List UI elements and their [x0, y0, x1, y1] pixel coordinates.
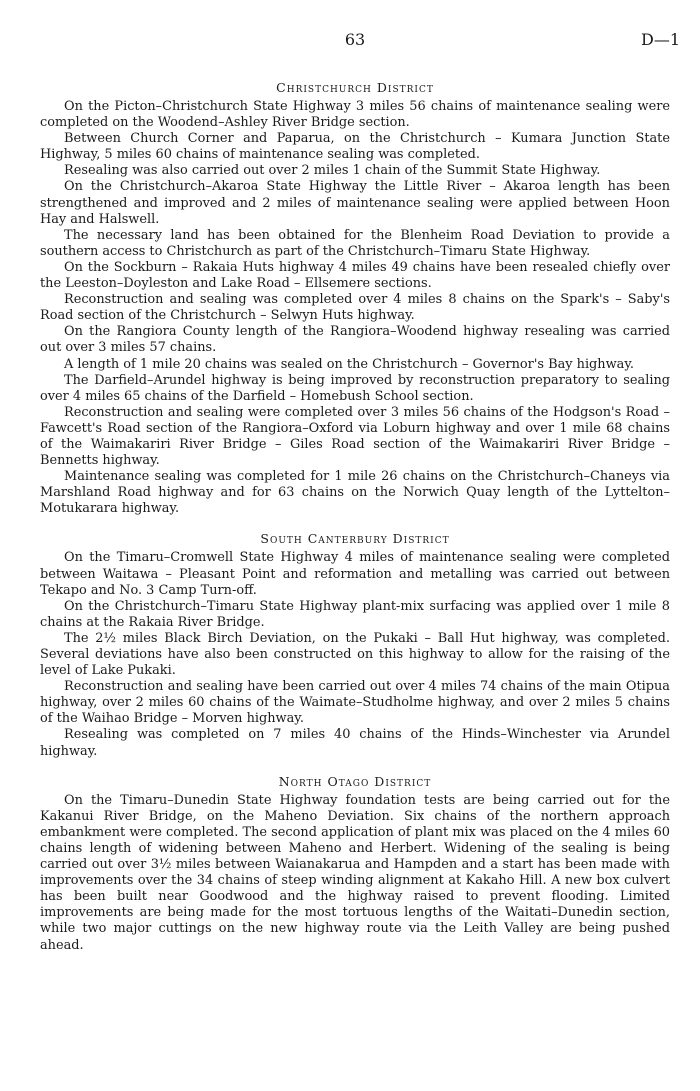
paragraph: Reconstruction and sealing have been carried out over 4 miles 74 chains of the main Otipua highway, over 2 miles 60 chains of the Waimate–Studholme highway, and over 2 miles 5 chains of the Waihao Bridge – Morven highway. [40, 679, 670, 727]
page-number: 63 [344, 30, 366, 49]
paragraph: On the Timaru–Dunedin State Highway foundation tests are being carried out for the Kakanui River Bridge, on the Maheno Deviation. Six chains of the northern approach embankment were completed. The second application of plant mix was placed on the 4 miles 60 chains length of widening between Maheno and Herbert. Widening of the sealing is being carried out over 3½ miles between Waianakarua and Hampden and a start has been made with improvements over the 34 chains of steep winding alignment at Kakaho Hill. A new box culvert has been built near Goodwood and the highway raised to prevent flooding. Limited improvements are being made for the most tortuous lengths of the Waitati–Dunedin section, while two major cuttings on the new highway route via the Leith Valley are being pushed ahead. [40, 792, 670, 953]
paragraph: On the Picton–Christchurch State Highway 3 miles 56 chains of maintenance sealing were completed on the Woodend–Ashley River Bridge section. [40, 99, 670, 131]
paragraph: The Darfield–Arundel highway is being improved by reconstruction preparatory to sealing over 4 miles 65 chains of the Darfield – Homebush School section. [40, 372, 670, 404]
paragraph: Reconstruction and sealing was completed over 4 miles 8 chains on the Spark's – Saby's Road section of the Christchurch – Selwyn Huts highway. [40, 292, 670, 324]
section-christchurch-district [40, 80, 670, 517]
section-south-canterbury-district [40, 531, 670, 759]
page-header [40, 30, 680, 58]
paragraph: A length of 1 mile 20 chains was sealed on the Christchurch – Governor's Bay highway. [64, 356, 635, 372]
paragraph: The 2½ miles Black Birch Deviation, on the Pukaki – Ball Hut highway, was completed. Several deviations have also been constructed on this highway to allow for the raising of the level of Lake Pukaki. [40, 630, 670, 679]
section-north-otago-district [40, 774, 670, 954]
paragraph: Resealing was also carried out over 2 miles 1 chain of the Summit State Highway. [64, 163, 601, 179]
section-heading: South Canterbury District [260, 531, 450, 547]
paragraph: Between Church Corner and Paparua, on the Christchurch – Kumara Junction State Highway, 5 miles 60 chains of maintenance sealing was completed. [40, 131, 670, 163]
document-page [40, 30, 680, 954]
paragraph: On the Christchurch–Akaroa State Highway the Little River – Akaroa length has been strengthened and improved and 2 miles of maintenance sealing were applied between Hoon Hay and Halswell. [40, 179, 670, 227]
section-heading: North Otago District [278, 773, 432, 789]
section-heading: Christchurch District [276, 80, 434, 95]
paragraph: Reconstruction and sealing were completed over 3 miles 56 chains of the Hodgson's Road – Fawcett's Road section of the Rangiora–Oxford via Loburn highway and over 1 mile 68 chains of the Waimakariri River Bridge – Giles Road section of the Waimakariri River Bridge – Bennetts highway. [40, 404, 670, 469]
paragraph: On the Sockburn – Rakaia Huts highway 4 miles 49 chains have been resealed chiefly over the Leeston–Doyleston and Lake Road – Ellsemere sections. [40, 259, 670, 292]
paragraph: On the Timaru–Cromwell State Highway 4 miles of maintenance sealing were completed between Waitawa – Pleasant Point and reformation and metalling was carried out between Tekapo and No. 3 Camp Turn-off. [40, 550, 670, 598]
document-reference: D—1 [640, 30, 680, 49]
paragraph: The necessary land has been obtained for the Blenheim Road Deviation to provide a southern access to Christchurch as part of the Christchurch–Timaru State Highway. [40, 227, 670, 259]
paragraph: On the Christchurch–Timaru State Highway plant-mix surfacing was applied over 1 mile 8 chains at the Rakaia River Bridge. [40, 598, 670, 630]
paragraph: Maintenance sealing was completed for 1 mile 26 chains on the Christchurch–Chaneys via Marshland Road highway and for 63 chains on the Norwich Quay length of the Lyttelton–Motukarara highway. [40, 469, 670, 517]
paragraph: Resealing was completed on 7 miles 40 chains of the Hinds–Winchester via Arundel highway. [40, 727, 670, 759]
paragraph: On the Rangiora County length of the Rangiora–Woodend highway resealing was carried out over 3 miles 57 chains. [40, 324, 670, 356]
